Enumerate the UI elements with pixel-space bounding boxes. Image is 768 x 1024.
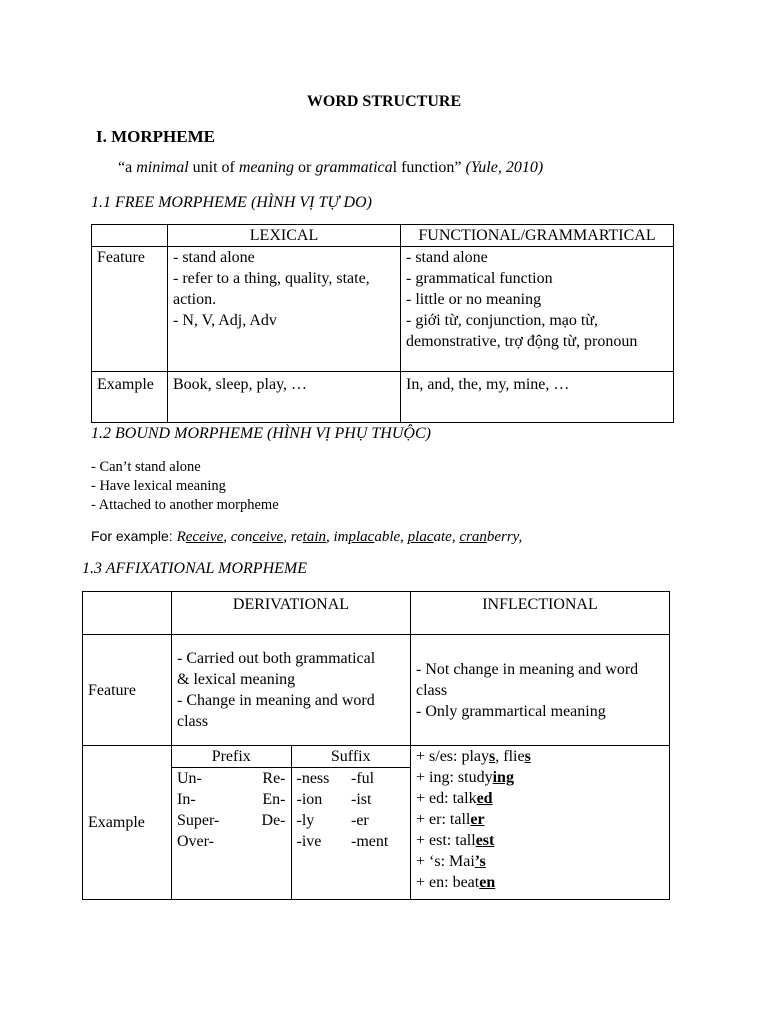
derivational-features [172, 635, 411, 746]
quote-meaning: meaning [238, 159, 294, 176]
example-word: cranberry, [459, 529, 523, 545]
feature-line: action. [173, 291, 217, 308]
quote-minimal: minimal [136, 159, 189, 176]
feature-line: - refer to a thing, quality, state, [173, 270, 370, 287]
inflection-line: + ed: talked [416, 790, 493, 807]
quote-open: “a [118, 159, 137, 176]
suffix-row: -ion -ist [296, 791, 372, 808]
feature-line: - N, V, Adj, Adv [173, 312, 277, 329]
quote-grammatical: grammatica [315, 159, 393, 176]
free-table-corner [92, 225, 168, 247]
suffix-row: -ness -ful [296, 770, 375, 787]
bound-example-line [91, 528, 522, 546]
free-row-example: Example [92, 372, 168, 423]
feature-line: class [177, 713, 209, 730]
example-word: Receive, [176, 529, 227, 545]
inflectional-features [411, 635, 670, 746]
quote-unit-of: unit of [188, 159, 239, 176]
inflection-line: + ing: studying [416, 769, 514, 786]
suffix-row: -ly -er [296, 812, 369, 829]
prefix-row: In- En- [177, 791, 286, 808]
inflectional-examples [411, 746, 670, 900]
quote-l-function: l function” [392, 159, 466, 176]
example-word: implacable, [333, 529, 404, 545]
affix-row-example: Example [83, 746, 172, 900]
feature-line: class [416, 681, 448, 699]
bound-bullet: - Have lexical meaning [91, 478, 226, 494]
feature-line: - grammatical function [406, 270, 553, 287]
section-heading-morpheme: I. MORPHEME [96, 127, 215, 146]
feature-line: - stand alone [173, 249, 255, 266]
free-col-functional: FUNCTIONAL/GRAMMARTICAL [401, 225, 674, 247]
example-word: conceive, [230, 529, 287, 545]
example-word: placate, [407, 529, 456, 545]
prefix-label: Prefix [172, 746, 292, 767]
feature-line: & lexical meaning [177, 671, 296, 688]
free-col-lexical: LEXICAL [168, 225, 401, 247]
feature-line: - Only grammartical meaning [416, 702, 606, 720]
suffix-list [292, 768, 411, 899]
example-label: For example: [91, 528, 177, 544]
inflection-line: + ‘s: Mai’s [416, 853, 486, 870]
affix-table-corner [83, 592, 172, 635]
feature-line: - stand alone [406, 249, 488, 266]
prefix-row: Over- [177, 833, 214, 850]
bound-morpheme-heading: 1.2 BOUND MORPHEME (HÌNH VỊ PHỤ THUỘC) [91, 425, 431, 442]
feature-line: demonstrative, trợ động từ, pronoun [406, 333, 638, 350]
free-functional-features [401, 247, 674, 372]
feature-line: - Change in meaning and word [177, 692, 375, 709]
inflection-line: + er: taller [416, 811, 485, 828]
free-morpheme-table [91, 224, 674, 423]
affix-row-feature: Feature [83, 635, 172, 746]
inflection-line: + s/es: plays, flies [416, 748, 531, 765]
suffix-label: Suffix [330, 748, 371, 765]
free-lexical-features [168, 247, 401, 372]
feature-line: - Not change in meaning and word [416, 660, 639, 678]
bound-bullet: - Can’t stand alone [91, 459, 201, 475]
prefix-row: Super- De- [177, 812, 286, 829]
definition-quote [118, 159, 543, 177]
derivational-examples [172, 746, 411, 900]
quote-or: or [293, 159, 316, 176]
affixational-morpheme-table [82, 591, 670, 900]
inflection-line: + en: beaten [416, 874, 496, 891]
suffix-row: -ive -ment [296, 833, 389, 850]
feature-line: - giới từ, conjunction, mạo từ, [406, 312, 598, 329]
quote-citation: (Yule, 2010) [465, 159, 544, 176]
inflection-line: + est: tallest [416, 832, 495, 849]
feature-line: - Carried out both grammatical [177, 650, 376, 667]
page-title: WORD STRUCTURE [306, 93, 462, 110]
prefix-list [172, 768, 292, 899]
free-lexical-example: Book, sleep, play, … [168, 372, 401, 423]
affix-col-derivational: DERIVATIONAL [172, 592, 411, 635]
free-morpheme-heading: 1.1 FREE MORPHEME (HÌNH VỊ TỰ DO) [91, 194, 372, 211]
prefix-row: Un- Re- [177, 770, 286, 787]
affixational-morpheme-heading: 1.3 AFFIXATIONAL MORPHEME [82, 560, 308, 577]
example-word: retain, [290, 529, 330, 545]
feature-line: - little or no meaning [406, 291, 542, 308]
free-row-feature: Feature [92, 247, 168, 372]
free-functional-example: In, and, the, my, mine, … [401, 372, 674, 423]
bound-bullet: - Attached to another morpheme [91, 497, 279, 513]
affix-col-inflectional: INFLECTIONAL [411, 592, 670, 635]
